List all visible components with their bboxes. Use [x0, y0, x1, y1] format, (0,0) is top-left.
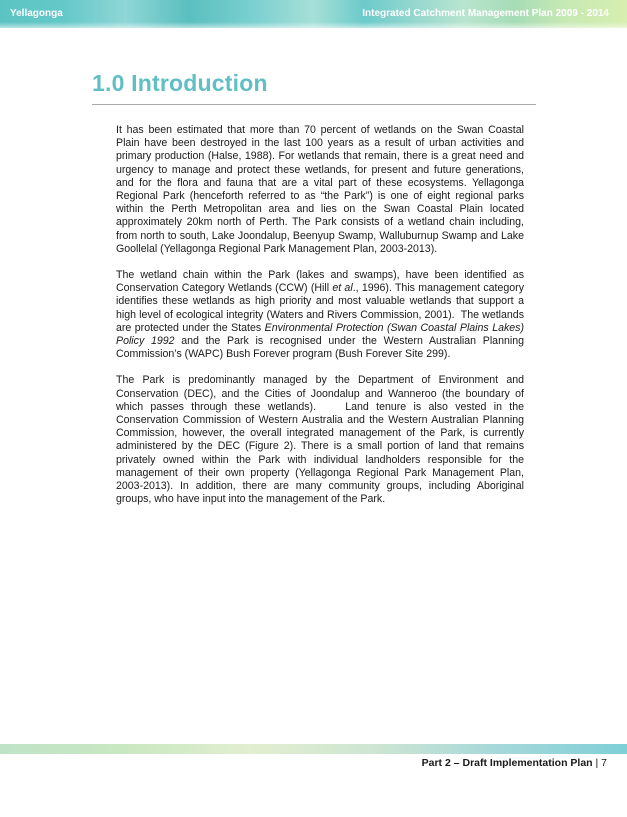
footer — [422, 757, 607, 769]
header-park-name: Yellagonga — [10, 8, 63, 19]
footer-band — [0, 744, 627, 754]
footer-separator: | — [592, 757, 602, 769]
paragraph-2-part-3: and the Park is recognised under the Western Australian Planning Commission’s (WAPC) Bush Forever program (Bush Forever Site 299). — [116, 335, 524, 361]
paragraph-3: The Park is predominantly managed by the Department of Environment and Conservation (DEC), and the Cities of Joondalup and Wanneroo (the boundary of which passes through these wetlands). Land tenure is also vested in the Conservation Commission of Western Australia and the Western Australian Planning Commission, however, the overall integrated management of the Park, is currently administered by the DEC (Figure 2). There is a small portion of land that remains privately owned within the Park with individual landholders responsible for the management of their own property (Yellagonga Regional Park Management Plan, 2003-2013). In addition, there are many community groups, including Aboriginal groups, who have input into the management of the Park. — [116, 374, 524, 506]
title-divider — [92, 104, 536, 105]
page-number: 7 — [601, 757, 607, 769]
body-text — [116, 124, 524, 519]
policy-name: Environmental Protection (Swan Coastal Plains Lakes) Policy 1992 — [116, 321, 524, 348]
header-band — [0, 0, 627, 28]
paragraph-2 — [116, 269, 524, 361]
footer-label: Part 2 – Draft Implementation Plan — [421, 757, 593, 769]
header-plan-title: Integrated Catchment Management Plan 2009 - 2014 — [362, 8, 609, 19]
section-title: 1.0 Introduction — [92, 70, 268, 96]
et-al-citation: et al — [332, 282, 353, 295]
paragraph-1: It has been estimated that more than 70 percent of wetlands on the Swan Coastal Plain have been destroyed in the last 100 years as a result of urban activities and primary production (Halse, 1988). For wetlands that remain, there is a great need and urgency to manage and protect these wetlands, for present and future generations, and for the flora and fauna that are a vital part of these ecosystems. Yellagonga Regional Park (henceforth referred to as “the Park”) is one of eight regional parks within the Perth Metropolitan area and lies on the Swan Coastal Plain located approximately 20km north of Perth. The Park consists of a wetland chain including, from north to south, Lake Joondalup, Beenyup Swamp, Walluburnup Swamp and Lake Goollelal (Yellagonga Regional Park Management Plan, 2003-2013). — [116, 124, 524, 255]
paragraph-2-part-1: The wetland chain within the Park (lakes and swamps), have been identified as Conservation Category Wetlands (CCW) (Hill — [116, 269, 524, 295]
paragraph-2-part-2: ., 1996). This management category identifies these wetlands as high priority and most valuable wetlands that support a high level of ecological integrity (Waters and Rivers Commission, 2001). The wetlands are protected under the States — [116, 282, 524, 334]
